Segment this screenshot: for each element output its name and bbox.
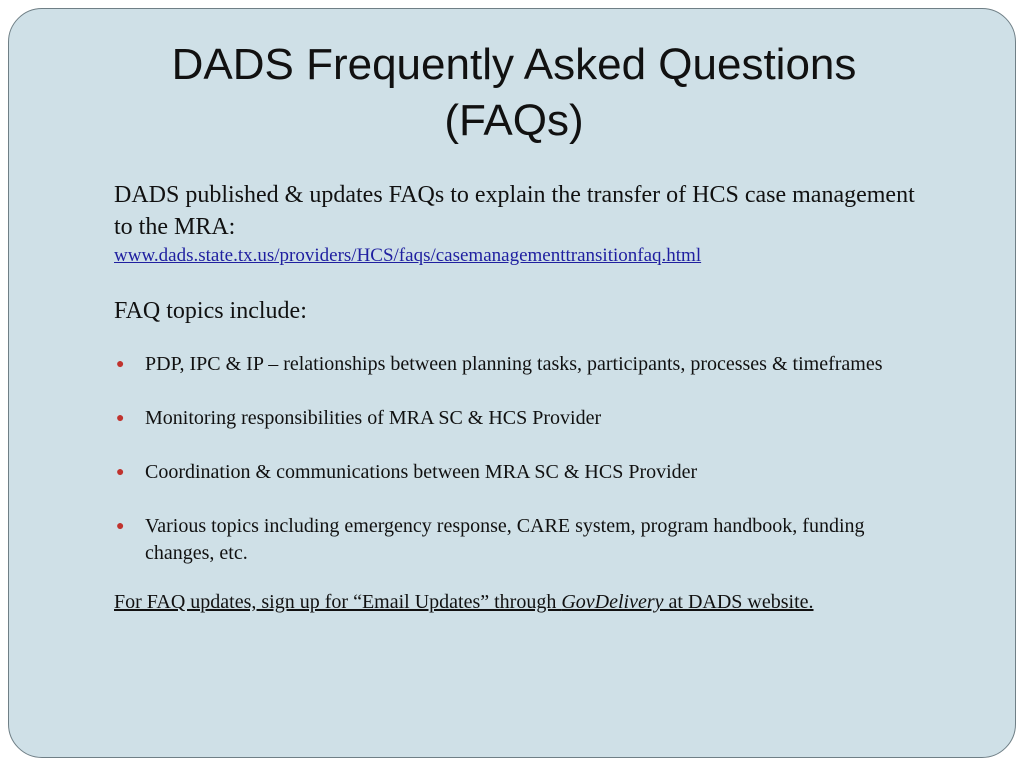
list-item — [114, 513, 934, 567]
bullet-icon: ● — [116, 357, 125, 372]
footer-text-before: For FAQ updates, sign up for “Email Updates” through — [114, 591, 562, 613]
slide — [8, 8, 1016, 758]
footer-text-after: at DADS website. — [663, 591, 814, 613]
footer-emphasis: GovDelivery — [561, 591, 664, 613]
topics-heading: FAQ topics include: — [114, 298, 307, 324]
intro-text: DADS published & updates FAQs to explain the transfer of HCS case management to the MRA: — [114, 182, 915, 240]
topics-list — [114, 351, 934, 567]
slide-title — [9, 37, 1019, 149]
list-item — [114, 405, 934, 432]
list-item — [114, 351, 934, 378]
bullet-icon: ● — [116, 411, 125, 426]
bullet-icon: ● — [116, 465, 125, 480]
footer-signup-link[interactable] — [114, 589, 934, 616]
list-item-text: Various topics including emergency response, CARE system, program handbook, funding changes, etc. — [145, 515, 865, 564]
list-item-text: PDP, IPC & IP – relationships between planning tasks, participants, processes & timeframes — [145, 353, 883, 375]
list-item-text: Coordination & communications between MRA SC & HCS Provider — [145, 461, 698, 483]
title-line-2: (FAQs) — [444, 96, 584, 145]
faq-url-link[interactable]: www.dads.state.tx.us/providers/HCS/faqs/casemanagementtransitionfaq.html — [114, 245, 702, 266]
list-item-text: Monitoring responsibilities of MRA SC & HCS Provider — [145, 407, 602, 429]
list-item — [114, 459, 934, 486]
bullet-icon: ● — [116, 519, 125, 534]
slide-content — [114, 179, 934, 616]
title-line-1: DADS Frequently Asked Questions — [171, 40, 857, 89]
